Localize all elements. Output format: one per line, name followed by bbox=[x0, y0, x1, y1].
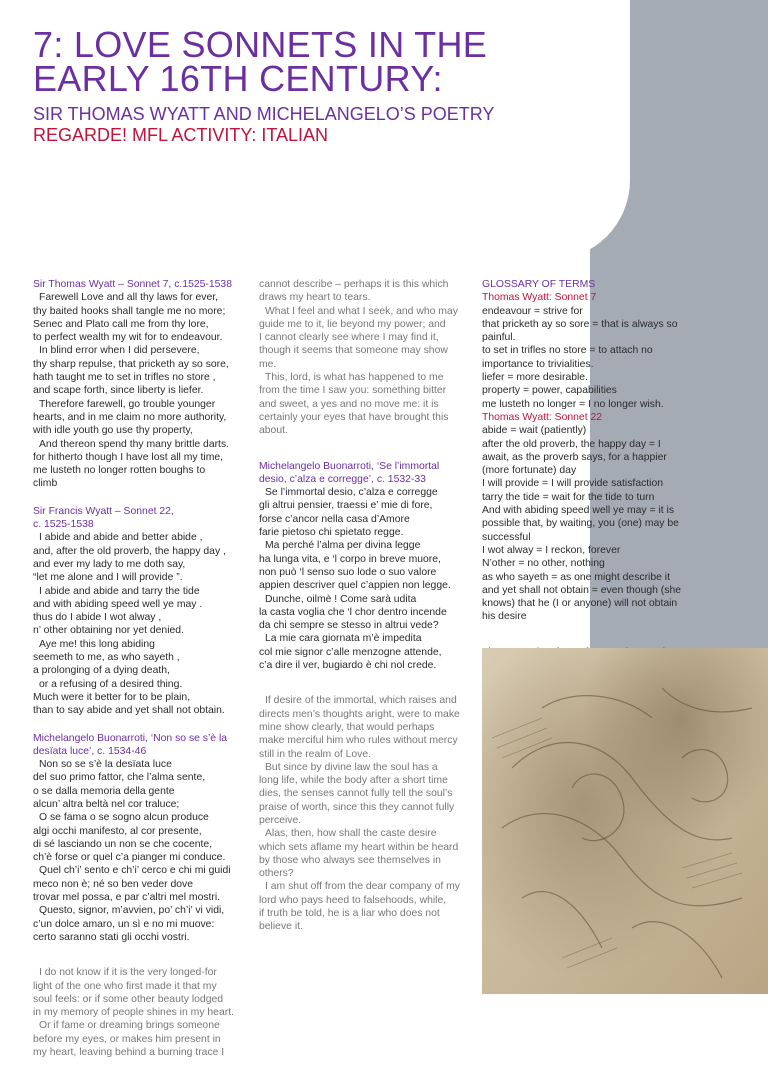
glossary-sonnet-22-heading: Thomas Wyatt: Sonnet 22 bbox=[482, 411, 603, 423]
m1-line: o se dalla memoria della gente bbox=[33, 785, 175, 797]
w22-line: than to say abide and yet shall not obtain. bbox=[33, 705, 225, 717]
g2-line: after the old proverb, the happy day = I bbox=[482, 438, 661, 450]
m2-line: appien descriver quel c’appien non legge. bbox=[259, 580, 451, 592]
translation-2-text bbox=[259, 694, 475, 933]
t1a-line: in my memory of people shines in my heart. bbox=[33, 1007, 234, 1019]
m1-line: O se fama o se sogno alcun produce bbox=[39, 812, 209, 824]
wyatt-sonnet-7-heading: Sir Thomas Wyatt – Sonnet 7, c.1525-1538 bbox=[33, 279, 232, 290]
w7-line: for hitherto though I have lost all my time, bbox=[33, 451, 224, 463]
w7-line: And thereon spend thy many brittle darts. bbox=[39, 438, 230, 450]
w7-line: thy baited hooks shall tangle me no more; bbox=[33, 305, 226, 317]
t1a-line: my heart, leaving behind a burning trace I bbox=[33, 1047, 225, 1059]
t2-line: still in the realm of Love. bbox=[259, 748, 372, 760]
t1b-line: cannot describe – perhaps it is this which bbox=[259, 279, 449, 290]
m1-line: Questo, signor, m’avvien, po’ ch’i’ vi vidi, bbox=[39, 905, 225, 917]
g2-line: possible that, by waiting, you (one) may be bbox=[482, 518, 679, 530]
t1b-line: though it seems that someone may show bbox=[259, 345, 448, 357]
m1-line: Quel ch’i’ sento e ch’i’ cerco e chi mi guidi bbox=[39, 865, 231, 877]
g2-line: And with abiding speed well ye may = it is bbox=[482, 505, 675, 517]
w22-line: a prolonging of a dying death, bbox=[33, 665, 170, 677]
column-2 bbox=[259, 278, 475, 948]
w7-line: me lusteth no longer rotten boughs to bbox=[33, 465, 206, 477]
t1a-line: light of the one who first made it that my bbox=[33, 980, 217, 992]
t1b-line: certainly your eyes that have brought this bbox=[259, 411, 449, 423]
w22-line: Much were it better for to be plain, bbox=[33, 691, 191, 703]
column-1 bbox=[33, 278, 255, 1073]
t1b-line: What I feel and what I seek, and who may bbox=[265, 305, 458, 317]
w7-line: climb bbox=[33, 478, 58, 490]
t1b-line: me. bbox=[259, 358, 277, 370]
m2-line: gli altrui pensier, traessi e’ mie di fore, bbox=[259, 500, 433, 512]
t1b-line: and sweet, a yes and no move me: it is bbox=[259, 398, 439, 410]
michelangelo-1-translation-part-1 bbox=[33, 966, 255, 1059]
g2-line: and yet shall not obtain = even though (she bbox=[482, 584, 682, 596]
w22-line: “let me alone and I will provide ”. bbox=[33, 572, 183, 584]
g2-line: knows) that he (I or anyone) will not obtain bbox=[482, 598, 678, 610]
t1b-line: draws my heart to tears. bbox=[259, 292, 371, 304]
m2-line: La mie cara giornata m’è impedita bbox=[265, 633, 422, 645]
page-header bbox=[33, 24, 593, 145]
michelangelo-2-text bbox=[259, 486, 475, 672]
wyatt-sonnet-22-heading-1: Sir Francis Wyatt – Sonnet 22, bbox=[33, 505, 174, 517]
w22-line: thus do I abide I wot alway , bbox=[33, 612, 162, 624]
m1-line: alcun’ altra beltà nel cor traluce; bbox=[33, 798, 180, 810]
g1-line: me lusteth no longer = I no longer wish. bbox=[482, 398, 664, 410]
t2-line: Alas, then, how shall the caste desire bbox=[265, 828, 437, 840]
w22-line: and, after the old proverb, the happy day , bbox=[33, 545, 226, 557]
michelangelo-1-text bbox=[33, 758, 255, 944]
w22-line: and ever my lady to me doth say, bbox=[33, 558, 186, 570]
m2-line: col mie signor c’alle menzogne attende, bbox=[259, 646, 442, 658]
g2-line: I will provide = I will provide satisfaction bbox=[482, 478, 664, 490]
m2-line: forse c’ancor nella casa d’Amore bbox=[259, 513, 410, 525]
g1-line: property = power, capabilities bbox=[482, 385, 617, 397]
wyatt-sonnet-22-text bbox=[33, 531, 255, 717]
w7-line: Therefore farewell, go trouble younger bbox=[39, 398, 216, 410]
title-line-1: 7: LOVE SONNETS IN THE bbox=[33, 24, 488, 65]
t2-line: others? bbox=[259, 868, 294, 880]
t1b-line: guide me to it, lie beyond my power; and bbox=[259, 318, 446, 330]
m2-line: da chi sempre se stesso in altrui vede? bbox=[259, 620, 439, 632]
t2-line: mine show clearly, that would perhaps bbox=[259, 721, 435, 733]
sketch-illustration bbox=[482, 648, 768, 994]
m2-line: farie pietoso chi spietato regge. bbox=[259, 527, 404, 539]
t2-line: directs men’s thoughts aright, were to make bbox=[259, 708, 460, 720]
w7-line: and scape forth, since liberty is liefer. bbox=[33, 385, 204, 397]
glossary bbox=[482, 278, 690, 624]
m1-line: del suo primo fattor, che l’alma sente, bbox=[33, 772, 206, 784]
w7-line: with idle youth go use thy property, bbox=[33, 425, 193, 437]
michelangelo-2-heading-1: Michelangelo Buonarroti, ‘Se l’immortal bbox=[259, 460, 440, 472]
wyatt-sonnet-22-heading-2: c. 1525-1538 bbox=[33, 519, 94, 531]
g1-line: that pricketh ay so sore = that is always so bbox=[482, 318, 678, 330]
t1a-line: soul feels: or if some other beauty lodged bbox=[33, 993, 224, 1005]
wyatt-sonnet-7-text bbox=[33, 291, 255, 490]
michelangelo-sonnet-1 bbox=[33, 732, 255, 945]
t2-line: if truth be told, he is a liar who does not bbox=[259, 908, 440, 920]
michelangelo-1-heading-2: desïata luce’, c. 1534-46 bbox=[33, 745, 147, 757]
m1-line: Non so se s’è la desïata luce bbox=[39, 759, 172, 771]
t2-line: lord who pays heed to falsehoods, while, bbox=[259, 894, 447, 906]
t2-line: I am shut off from the dear company of my bbox=[265, 881, 461, 893]
g2-line: await, as the proverb says, for a happier bbox=[482, 451, 667, 463]
t2-line: by those who always see themselves in bbox=[259, 854, 441, 866]
m1-line: meco non è; né so ben veder dove bbox=[33, 878, 194, 890]
t1a-line: Or if fame or dreaming brings someone bbox=[39, 1020, 220, 1032]
m1-line: ch’è forse or quel c’a pianger mi conduce. bbox=[33, 852, 226, 864]
m1-line: certo saranno stati gli occhi vostri. bbox=[33, 931, 190, 943]
glossary-sonnet-7-terms bbox=[482, 305, 690, 411]
g2-line: abide = wait (patiently) bbox=[482, 425, 587, 437]
w22-line: n’ other obtaining nor yet denied. bbox=[33, 625, 184, 637]
michelangelo-sonnet-2 bbox=[259, 460, 475, 673]
glossary-title: GLOSSARY OF TERMS bbox=[482, 279, 596, 290]
michelangelo-1-translation-part-2 bbox=[259, 278, 475, 438]
m1-line: di sé lasciando un non se che cocente, bbox=[33, 838, 213, 850]
t2-line: perceive. bbox=[259, 814, 302, 826]
w22-line: and with abiding speed well ye may . bbox=[33, 598, 203, 610]
t1a-line: before my eyes, or makes him present in bbox=[33, 1033, 221, 1045]
m2-line: Ma perché l’alma per divina legge bbox=[265, 540, 421, 552]
m2-line: la casta voglia che ‘l chor dentro incende bbox=[259, 606, 447, 618]
t1b-line: This, lord, is what has happened to me bbox=[265, 372, 444, 384]
w7-line: thy sharp repulse, that pricketh ay so sore, bbox=[33, 358, 229, 370]
t2-line: If desire of the immortal, which raises and bbox=[265, 695, 457, 707]
m2-line: non può ‘l senso suo lode o suo valore bbox=[259, 566, 437, 578]
t1b-line: about. bbox=[259, 425, 288, 437]
g1-line: liefer = more desirable. bbox=[482, 372, 588, 384]
wyatt-sonnet-22 bbox=[33, 505, 255, 718]
t2-line: which sets aflame my heart within be heard bbox=[259, 841, 459, 853]
t1a-line: I do not know if it is the very longed-for bbox=[39, 967, 217, 979]
translation-1a-text bbox=[33, 966, 255, 1059]
m2-line: c’a dire il ver, bugiardo è chi nol crede. bbox=[259, 660, 437, 672]
page-subtitle: SIR THOMAS WYATT AND MICHELANGELO’S POETRY bbox=[33, 104, 495, 124]
m2-line: Dunche, oilmè ! Come sarà udita bbox=[265, 593, 417, 605]
m2-line: Se l’immortal desio, c’alza e corregge bbox=[265, 487, 438, 499]
w7-line: hearts, and in me claim no more authority, bbox=[33, 411, 227, 423]
m1-line: trovar mel possa, e par c’altri mel mostri. bbox=[33, 892, 221, 904]
w22-line: seemeth to me, as who sayeth , bbox=[33, 652, 180, 664]
w22-line: or a refusing of a desired thing. bbox=[39, 678, 183, 690]
michelangelo-2-translation bbox=[259, 694, 475, 933]
m1-line: algi occhi manifesto, al cor presente, bbox=[33, 825, 202, 837]
g1-line: to set in trifles no store = to attach no bbox=[482, 345, 653, 357]
g1-line: importance to trivialities. bbox=[482, 358, 594, 370]
g2-line: tarry the tide = wait for the tide to turn bbox=[482, 491, 655, 503]
g1-line: endeavour = strive for bbox=[482, 305, 583, 317]
w7-line: Farewell Love and all thy laws for ever, bbox=[39, 292, 219, 304]
g2-line: as who sayeth = as one might describe it bbox=[482, 571, 671, 583]
title-line-2: EARLY 16TH CENTURY: bbox=[33, 58, 443, 99]
michelangelo-1-heading-1: Michelangelo Buonarroti, ‘Non so se s’è la bbox=[33, 732, 228, 744]
translation-1b-text bbox=[259, 278, 475, 438]
g1-line: painful. bbox=[482, 332, 516, 344]
t2-line: make merciful him who rules without mercy bbox=[259, 735, 458, 747]
t2-line: praise of worth, since this they cannot fully bbox=[259, 801, 455, 813]
t1b-line: I cannot clearly see where I may find it, bbox=[259, 332, 439, 344]
w22-line: I abide and abide and better abide , bbox=[39, 532, 203, 544]
w7-line: Senec and Plato call me from thy lore, bbox=[33, 318, 209, 330]
g2-line: I wot alway = I reckon, forever bbox=[482, 544, 621, 556]
w22-line: I abide and abide and tarry the tide bbox=[39, 585, 200, 597]
t2-line: believe it. bbox=[259, 921, 303, 933]
w7-line: hath taught me to set in trifles no store , bbox=[33, 372, 216, 384]
glossary-sonnet-22-terms bbox=[482, 424, 690, 623]
page-title bbox=[33, 24, 593, 99]
activity-label: REGARDE! MFL ACTIVITY: ITALIAN bbox=[33, 125, 329, 145]
wyatt-sonnet-7 bbox=[33, 278, 255, 491]
t1b-line: from the time I saw you: something bitter bbox=[259, 385, 447, 397]
g2-line: (more fortunate) day bbox=[482, 465, 577, 477]
g2-line: his desire bbox=[482, 611, 527, 623]
t2-line: long life, while the body after a short time bbox=[259, 775, 448, 787]
g2-line: N’other = no other, nothing bbox=[482, 558, 605, 570]
m1-line: c’un dolce amaro, un sì e no mi muove: bbox=[33, 918, 215, 930]
g2-line: successful bbox=[482, 531, 531, 543]
w22-line: Aye me! this long abiding bbox=[39, 638, 155, 650]
w7-line: to perfect wealth my wit for to endeavour. bbox=[33, 332, 223, 344]
michelangelo-drawing-image bbox=[482, 648, 768, 994]
t2-line: dies, the senses cannot fully tell the soul’s bbox=[259, 788, 453, 800]
w7-line: In blind error when I did persevere, bbox=[39, 345, 200, 357]
t2-line: But since by divine law the soul has a bbox=[265, 761, 438, 773]
michelangelo-2-heading-2: desio, c’alza e corregge’, c. 1532-33 bbox=[259, 473, 426, 485]
glossary-sonnet-7-heading: Thomas Wyatt: Sonnet 7 bbox=[482, 292, 597, 304]
m2-line: ha lunga vita, e ‘l corpo in breve muore, bbox=[259, 553, 441, 565]
